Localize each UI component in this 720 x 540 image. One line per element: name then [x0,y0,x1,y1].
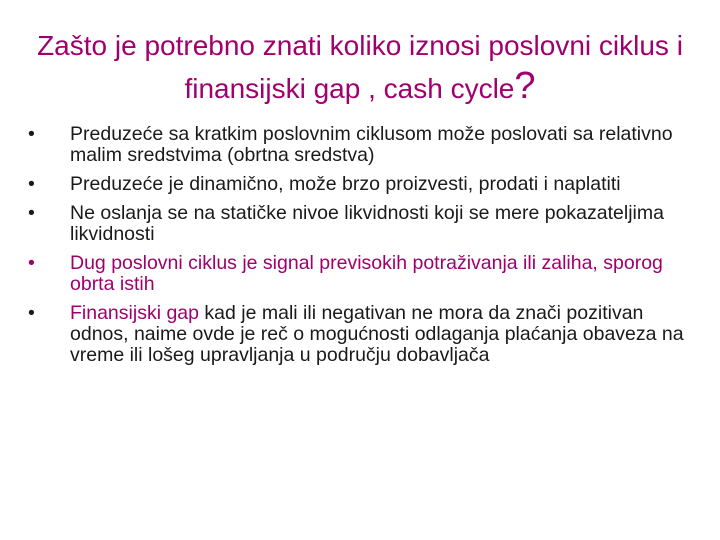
bullet-text: Ne oslanja se na statičke nivoe likvidnosti koji se mere pokazateljima likvidnosti [70,202,664,245]
bullet-icon: • [28,302,35,324]
bullet-item-highlighted [24,253,700,295]
bullet-icon: • [28,252,35,274]
bullet-item [24,124,700,166]
bullet-highlight-term: Finansijski gap [70,302,199,324]
bullet-icon: • [28,202,35,224]
bullet-list [24,124,700,374]
bullet-text: Preduzeće sa kratkim poslovnim ciklusom može poslovati sa relativno malim sredstvima (obrtna sredstva) [70,123,673,166]
bullet-icon: • [28,173,35,195]
bullet-item [24,203,700,245]
bullet-icon: • [28,123,35,145]
slide-title [20,26,700,109]
bullet-text: Preduzeće je dinamično, može brzo proizvesti, prodati i naplatiti [70,173,621,195]
slide-title-text: Zašto je potrebno znati koliko iznosi poslovni ciklus i finansijski gap , cash cycle [37,30,683,104]
bullet-item [24,303,700,366]
bullet-text: Dug poslovni ciklus je signal previsokih potraživanja ili zaliha, sporog obrta istih [70,252,663,295]
slide-title-question-mark: ? [514,65,536,107]
bullet-text: kad je mali ili negativan ne mora da znači pozitivan odnos, naime ovde je reč o mogućnosti odlaganja plaćanja obaveza na vreme ili lošeg upravljanja u području dobavljača [70,302,684,366]
bullet-item [24,174,700,195]
